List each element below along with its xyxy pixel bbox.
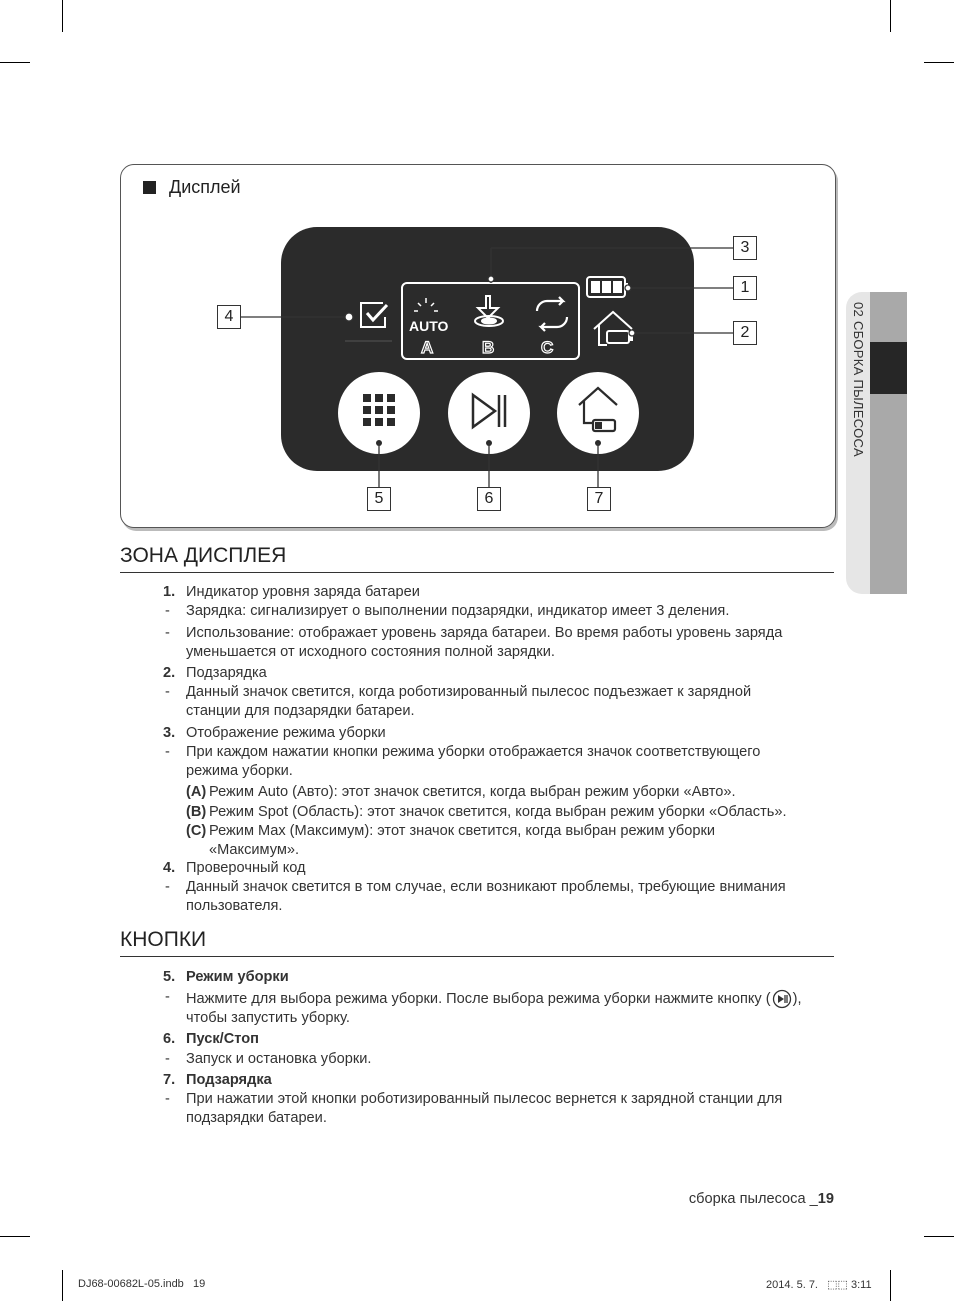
section-heading-display: ЗОНА ДИСПЛЕЯ xyxy=(120,544,834,573)
battery-icon xyxy=(587,277,628,297)
section-heading-buttons: КНОПКИ xyxy=(120,928,834,957)
crop-mark xyxy=(62,1270,63,1301)
start-stop-button[interactable] xyxy=(448,372,530,454)
mode-letter-a: A xyxy=(421,338,434,357)
crop-mark xyxy=(0,1236,30,1237)
callout-7: 7 xyxy=(587,487,611,511)
chapter-side-tab xyxy=(846,292,907,594)
figure-title-text: Дисплей xyxy=(169,177,241,197)
callout-6: 6 xyxy=(477,487,501,511)
mode-letter-b: B xyxy=(482,338,495,357)
tab-marker xyxy=(870,342,907,394)
callout-3: 3 xyxy=(733,236,757,260)
max-mode-icon xyxy=(537,297,567,331)
page-number: 19 xyxy=(817,1191,834,1207)
crop-mark xyxy=(924,62,954,63)
callout-5: 5 xyxy=(367,487,391,511)
start-stop-inline-icon xyxy=(772,989,792,1009)
tab-shade xyxy=(870,292,907,594)
auto-mode-icon xyxy=(409,298,449,334)
charging-icon xyxy=(594,312,632,345)
callout-1: 1 xyxy=(733,276,757,300)
panel-graphics xyxy=(121,165,835,527)
crop-mark xyxy=(62,0,63,32)
mode-letters xyxy=(421,338,553,357)
date-info: 2014. 5. 7. ⬚⬚ 3:11 xyxy=(766,1279,872,1291)
chapter-title: 02 СБОРКА ПЫЛЕСОСА xyxy=(851,302,866,457)
mode-letter-c: C xyxy=(541,338,554,357)
crop-mark xyxy=(924,1236,954,1237)
recharge-button[interactable] xyxy=(557,372,639,454)
callout-4: 4 xyxy=(217,305,241,329)
crop-mark xyxy=(0,62,30,63)
crop-mark xyxy=(890,0,891,32)
check-code-icon xyxy=(361,303,387,327)
callout-2: 2 xyxy=(733,321,757,345)
display-figure xyxy=(120,164,836,528)
spot-mode-icon xyxy=(475,296,503,326)
footer-label: сборка пылесоса _ xyxy=(688,1191,818,1207)
auto-word: AUTO xyxy=(409,318,449,334)
crop-mark xyxy=(890,1270,891,1301)
mode-button[interactable] xyxy=(338,372,420,454)
page-footer xyxy=(689,1191,834,1207)
file-info: DJ68-00682L-05.indb 19 xyxy=(78,1278,206,1290)
